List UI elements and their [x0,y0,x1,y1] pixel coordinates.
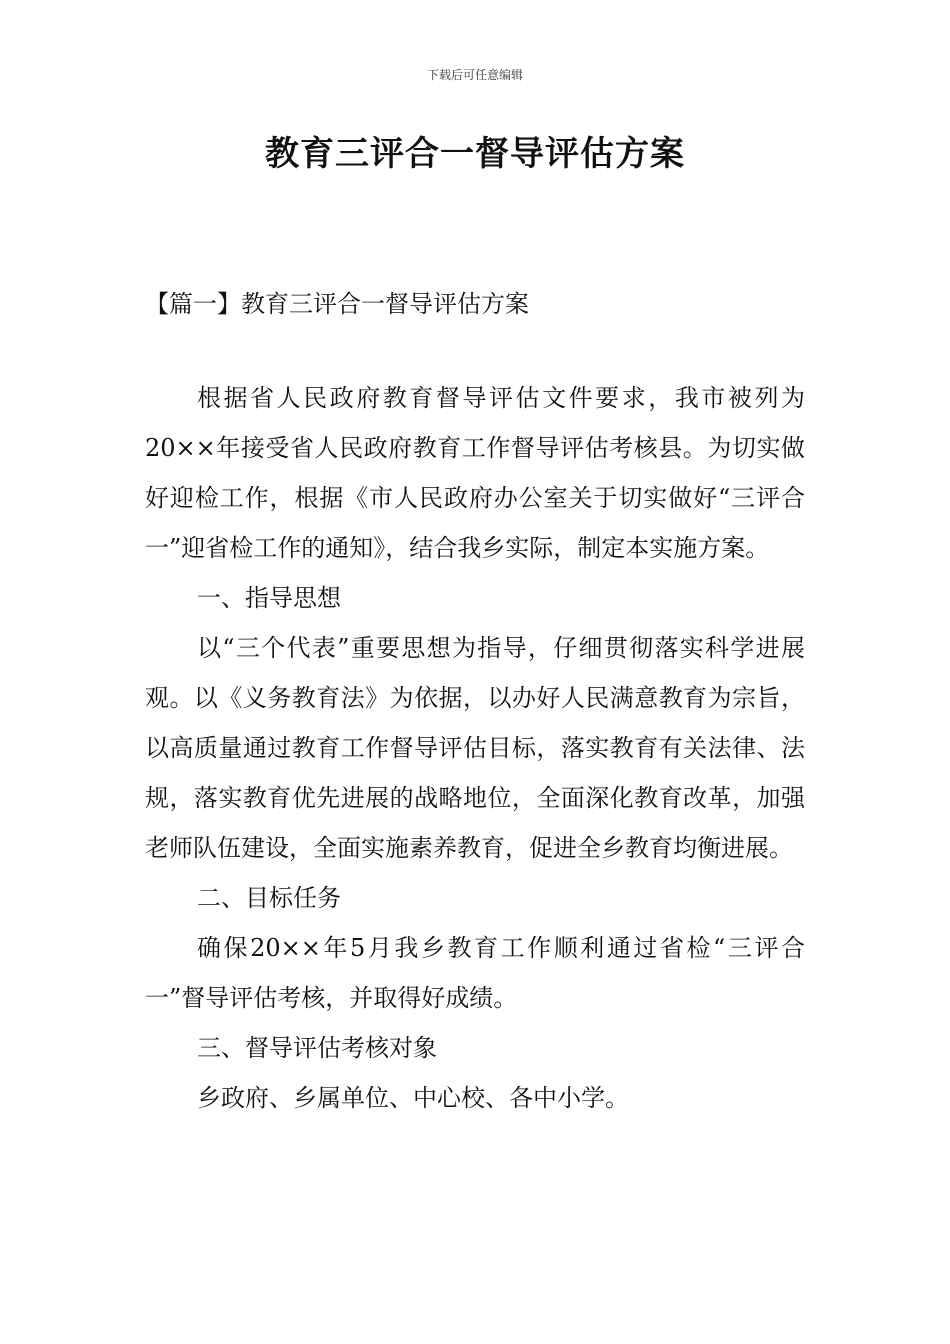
heading-goals: 二、目标任务 [197,884,341,912]
paragraph-intro: 根据省人民政府教育督导评估文件要求，我市被列为20××年接受省人民政府教育工作督导评估考核县。为切实做好迎检工作，根据《市人民政府办公室关于切实做好“三评合一”迎省检工作的通知》，结合我乡实际，制定本实施方案。 [145,384,805,562]
paragraph-guiding-ideology: 以“三个代表”重要思想为指导，仔细贯彻落实科学进展观。以《义务教育法》为依据，以办好人民满意教育为宗旨，以高质量通过教育工作督导评估目标，落实教育有关法律、法规，落实教育优先进展的战略地位，全面深化教育改革，加强老师队伍建设，全面实施素养教育，促进全乡教育均衡进展。 [145,634,805,862]
heading-evaluation-targets: 三、督导评估考核对象 [197,1034,437,1062]
heading-guiding-ideology: 一、指导思想 [197,584,341,612]
paragraph-evaluation-targets: 乡政府、乡属单位、中心校、各中小学。 [197,1084,629,1112]
paragraph-goals: 确保20××年5月我乡教育工作顺利通过省检“三评合一”督导评估考核，并取得好成绩。 [145,934,805,1012]
document-title: 教育三评合一督导评估方案 [265,134,685,174]
section-heading: 【篇一】教育三评合一督导评估方案 [145,290,529,318]
header-note: 下载后可任意编辑 [426,68,523,82]
document-body [145,373,805,1123]
